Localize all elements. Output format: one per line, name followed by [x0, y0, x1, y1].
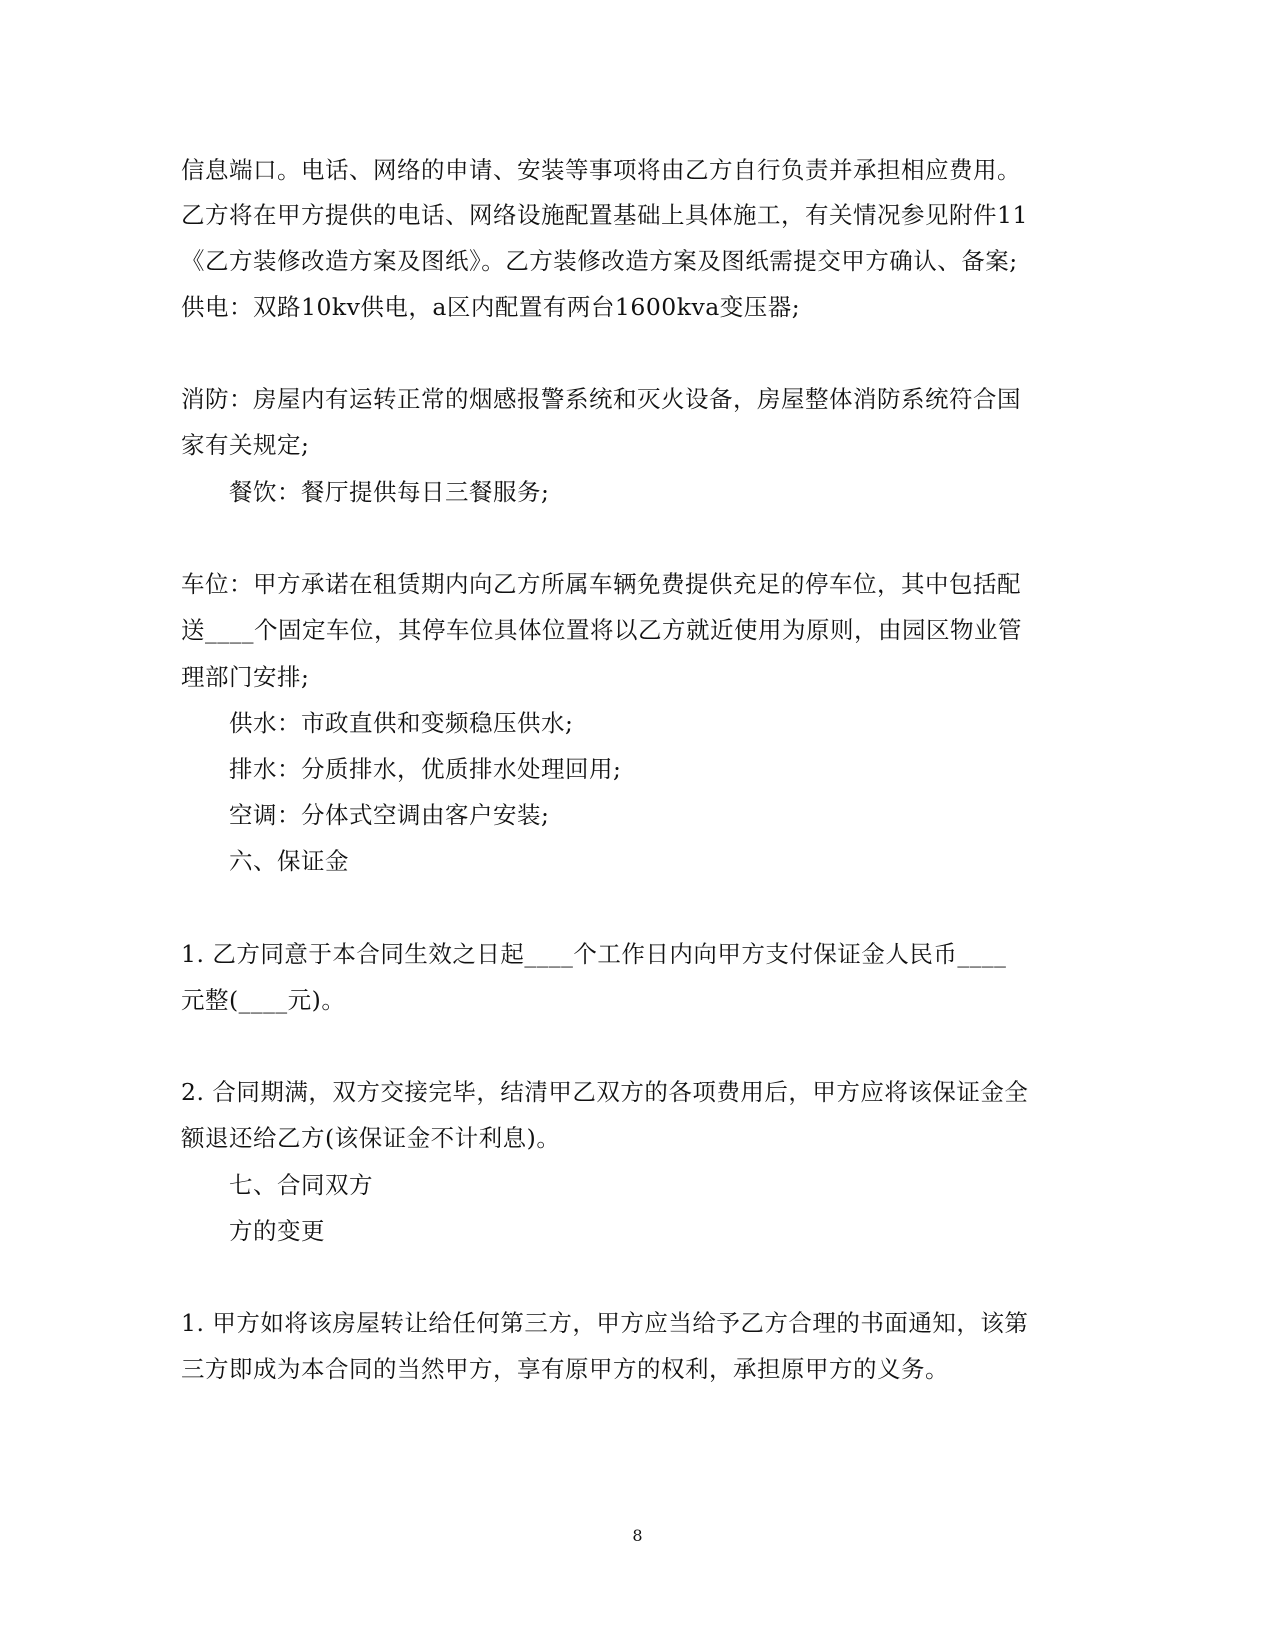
text-line: 餐饮：餐厅提供每日三餐服务;	[229, 478, 550, 506]
text-line: 理部门安排;	[181, 663, 310, 691]
text-line: 乙方将在甲方提供的电话、网络设施配置基础上具体施工，有关情况参见附件11	[181, 201, 1028, 229]
text-line: 信息端口。电话、网络的申请、安装等事项将由乙方自行负责并承担相应费用。	[181, 156, 1021, 184]
text-line: 送____个固定车位，其停车位具体位置将以乙方就近使用为原则，由园区物业管	[181, 616, 1022, 644]
text-line: 1. 甲方如将该房屋转让给任何第三方，甲方应当给予乙方合理的书面通知，该第	[181, 1309, 1029, 1337]
text-line: 供电：双路10kv供电，a区内配置有两台1600kva变压器;	[181, 293, 801, 321]
text-line: 三方即成为本合同的当然甲方，享有原甲方的权利，承担原甲方的义务。	[181, 1355, 949, 1383]
text-line: 车位：甲方承诺在租赁期内向乙方所属车辆免费提供充足的停车位，其中包括配	[181, 570, 1021, 598]
section-heading: 七、合同双方	[229, 1171, 373, 1199]
text-line: 额退还给乙方(该保证金不计利息)。	[181, 1124, 561, 1152]
text-line: 空调：分体式空调由客户安装;	[229, 801, 550, 829]
text-line: 消防：房屋内有运转正常的烟感报警系统和灭火设备，房屋整体消防系统符合国	[181, 385, 1021, 413]
text-line: 2. 合同期满，双方交接完毕，结清甲乙双方的各项费用后，甲方应将该保证金全	[181, 1078, 1029, 1106]
section-heading: 六、保证金	[229, 847, 349, 875]
text-line: 供水：市政直供和变频稳压供水;	[229, 709, 574, 737]
text-line: 元整(____元)。	[181, 986, 346, 1014]
text-line: 方的变更	[229, 1217, 325, 1245]
text-line: 家有关规定;	[181, 431, 310, 459]
text-line: 排水：分质排水，优质排水处理回用;	[229, 755, 622, 783]
text-line: 1. 乙方同意于本合同生效之日起____个工作日内向甲方支付保证金人民币____	[181, 940, 1007, 968]
page-number: 8	[632, 1526, 643, 1545]
text-line: 《乙方装修改造方案及图纸》。乙方装修改造方案及图纸需提交甲方确认、备案;	[181, 247, 1018, 275]
